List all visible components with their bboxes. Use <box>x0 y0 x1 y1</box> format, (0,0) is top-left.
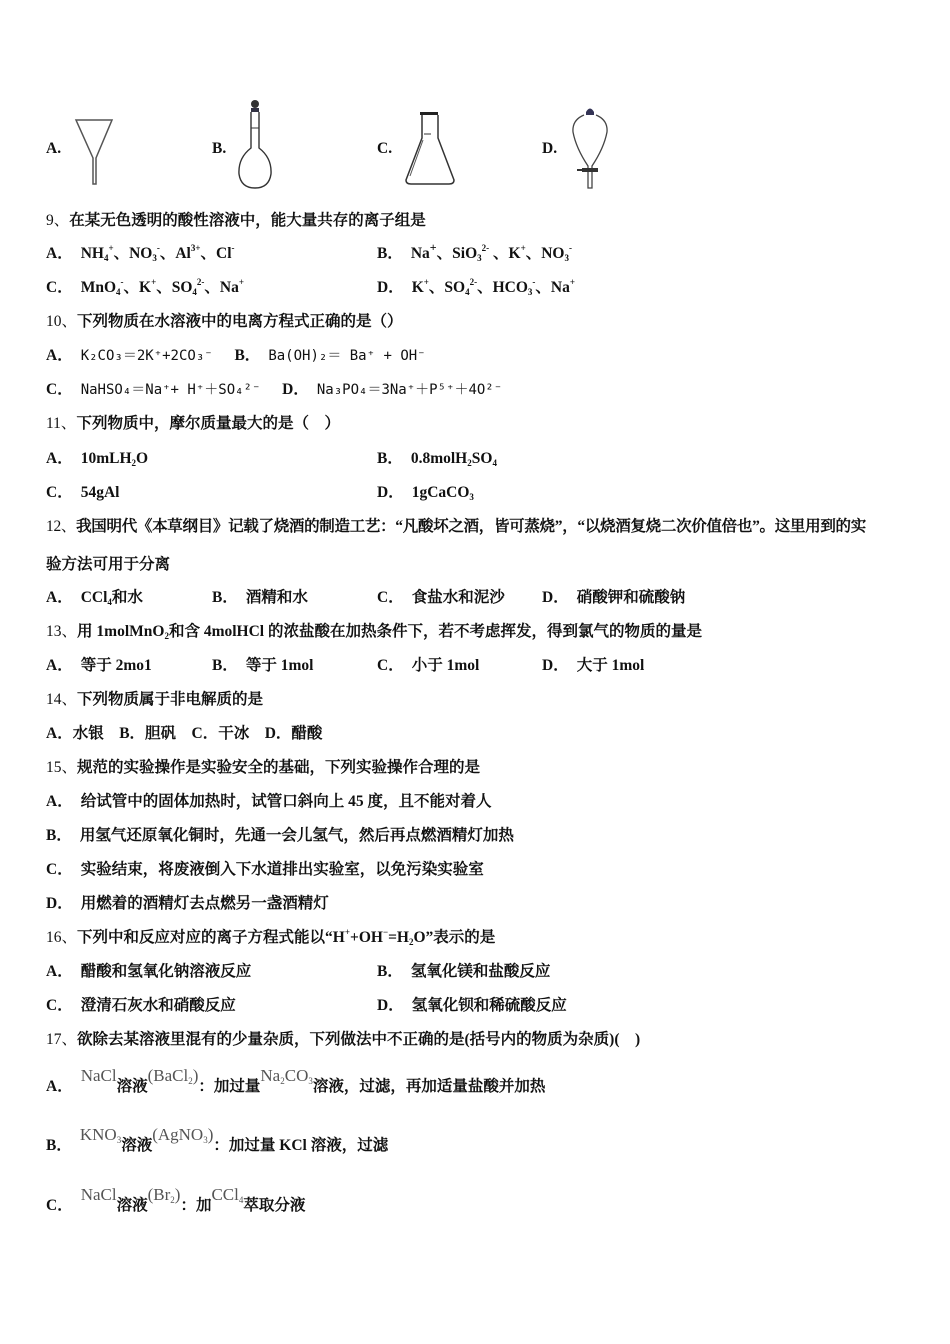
question-16: 16、下列中和反应对应的离子方程式能以“$H^++OH^-=H_2O$”表示的是 <box>46 927 496 947</box>
option-label: C. <box>377 140 393 157</box>
erlenmeyer-flask-icon <box>403 110 457 186</box>
option-label: D. <box>542 140 558 157</box>
q14-options[interactable]: A．水银 B．胆矾 C．干冰 D．醋酸 <box>46 725 323 742</box>
q10-options-ab <box>46 346 426 366</box>
q9-option-c[interactable]: C． MnO$_4$-、K+、$SO_4^{2-}$、Na+ <box>46 277 244 297</box>
q16-option-a[interactable]: A． 醋酸和氢氧化钠溶液反应 <box>46 963 252 980</box>
q10-options-cd <box>46 380 502 400</box>
q9-option-d[interactable]: D． K+、$SO_4^{2-}$、$HCO_3^-$、Na+ <box>377 277 575 297</box>
q16-option-d[interactable]: D． 氢氧化钡和稀硫酸反应 <box>377 997 567 1014</box>
question-17: 17、欲除去某溶液里混有的少量杂质，下列做法中不正确的是(括号内的物质为杂质)( ) <box>46 1031 641 1048</box>
q11-option-b[interactable]: B． $0.8molH_2SO_4$ <box>377 450 497 468</box>
question-11: 11、下列物质中，摩尔质量最大的是（ ） <box>46 415 340 432</box>
q13-option-c[interactable]: C． 小于 1mol <box>377 657 480 674</box>
q10-option-a[interactable]: K₂CO₃＝2K⁺+2CO₃⁻ <box>80 348 213 364</box>
q17-option-b[interactable]: B．$KNO_3$溶液(AgNO$_3$)：加过量 KCl 溶液，过滤 <box>46 1125 389 1154</box>
question-13: 13、用 1molMnO$_2$和含 4molHCl 的浓盐酸在加热条件下，若不考虑挥发，得到氯气的物质的量是 <box>46 623 702 641</box>
q12-option-a[interactable]: A． CCl$_4$和水 <box>46 589 143 607</box>
volumetric-flask-icon <box>236 98 274 190</box>
q12-option-c[interactable]: C． 食盐水和泥沙 <box>377 589 505 606</box>
q12-option-d[interactable]: D． 硝酸钾和硫酸钠 <box>542 589 686 606</box>
q11-option-a[interactable]: A． 10mLH$_2$O <box>46 450 149 468</box>
question-10: 10、下列物质在水溶液中的电离方程式正确的是（） <box>46 313 403 330</box>
separatory-funnel-icon <box>570 104 610 190</box>
q12-option-b[interactable]: B． 酒精和水 <box>212 589 308 606</box>
question-9: 9、在某无色透明的酸性溶液中，能大量共存的离子组是 <box>46 212 426 229</box>
option-label: A. <box>46 140 62 157</box>
q16-option-c[interactable]: C． 澄清石灰水和硝酸反应 <box>46 997 236 1014</box>
q9-option-a[interactable]: A． $NH_4^+$、$NO_3^-$、$Al^{3+}$、Cl- <box>46 243 235 263</box>
q10-option-d[interactable]: Na₃PO₄＝3Na⁺＋P⁵⁺＋4O²⁻ <box>316 382 503 398</box>
q15-option-d[interactable]: D． 用燃着的酒精灯去点燃另一盏酒精灯 <box>46 895 329 912</box>
q10-option-b[interactable]: Ba(OH)₂＝ Ba⁺ + OH⁻ <box>268 348 426 364</box>
question-12-continued: 验方法可用于分离 <box>46 556 171 573</box>
question-stem: 在某无色透明的酸性溶液中，能大量共存的离子组是 <box>69 212 426 229</box>
q11-option-d[interactable]: D． 1gCaCO$_3$ <box>377 484 474 502</box>
question-12: 12、我国明代《本草纲目》记载了烧酒的制造工艺：“凡酸坏之酒，皆可蒸烧”，“以烧酒复烧二次价值倍也”。这里用到的实 <box>46 518 866 535</box>
question-14: 14、下列物质属于非电解质的是 <box>46 691 264 708</box>
q17-option-a[interactable]: A．NaCl溶液(BaCl$_2$)：加过量$Na_2CO_3$溶液，过滤，再加适量盐酸并加热 <box>46 1066 546 1095</box>
q10-option-a-label[interactable]: A． <box>46 347 73 364</box>
q15-option-c[interactable]: C． 实验结束，将废液倒入下水道排出实验室，以免污染实验室 <box>46 861 484 878</box>
q13-option-d[interactable]: D． 大于 1mol <box>542 657 645 674</box>
q15-option-a[interactable]: A． 给试管中的固体加热时，试管口斜向上 45 度，且不能对着人 <box>46 793 492 810</box>
q15-option-b[interactable]: B． 用氢气还原氧化铜时，先通一会儿氢气，然后再点燃酒精灯加热 <box>46 827 514 844</box>
q16-option-b[interactable]: B． 氢氧化镁和盐酸反应 <box>377 963 551 980</box>
q13-option-b[interactable]: B． 等于 1mol <box>212 657 314 674</box>
option-label: B. <box>212 140 227 157</box>
question-15: 15、规范的实验操作是实验安全的基础，下列实验操作合理的是 <box>46 759 481 776</box>
q13-option-a[interactable]: A． 等于 2mo1 <box>46 657 152 674</box>
funnel-icon <box>74 118 114 186</box>
q10-option-c-label[interactable]: C． <box>46 381 73 398</box>
q11-option-c[interactable]: C． 54gAl <box>46 484 120 501</box>
q10-option-d-label[interactable]: D． <box>282 381 309 398</box>
q10-option-b-label[interactable]: B． <box>234 347 261 364</box>
q9-option-b[interactable]: B． Na+、SiO$_3^{2-}$ 、K+、$NO_3^-$ <box>377 240 572 263</box>
q10-option-c[interactable]: NaHSO₄＝Na⁺+ H⁺＋SO₄²⁻ <box>80 382 261 398</box>
q17-option-c[interactable]: C．NaCl溶液$(Br_2)$：加CCl$_4$萃取分液 <box>46 1185 306 1214</box>
